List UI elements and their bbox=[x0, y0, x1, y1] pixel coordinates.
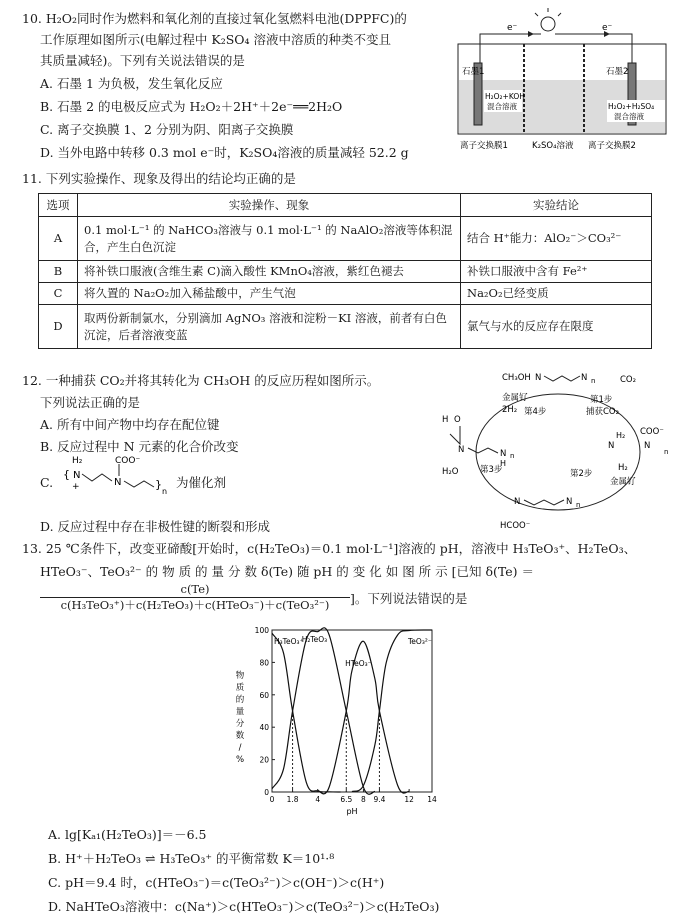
right-solution-label-2: 混合溶液 bbox=[614, 112, 644, 121]
y-axis-label-char: 数 bbox=[235, 731, 245, 741]
cycle-right-n-subscript: n bbox=[664, 448, 669, 456]
table-row[interactable] bbox=[39, 217, 652, 261]
q10-option-c[interactable]: C. 离子交换膜 1、2 分别为阴、阳离子交换膜 bbox=[40, 122, 294, 137]
row-operation: 将补铁口服液(含维生素 C)滴入酸性 KMnO₄溶液，紫红色褪去 bbox=[78, 261, 461, 283]
middle-solution-label: K₂SO₄溶液 bbox=[532, 141, 574, 151]
cycle-h2-right: H₂ bbox=[618, 463, 628, 473]
q12-option-c-prefix[interactable]: C. bbox=[40, 475, 54, 490]
structure-plus: + bbox=[72, 482, 80, 492]
y-axis-label-char: % bbox=[235, 755, 245, 765]
q10-option-b[interactable]: B. 石墨 2 的电极反应式为 H₂O₂＋2H⁺＋2e⁻══2H₂O bbox=[40, 99, 343, 114]
x-tick-label: 4 bbox=[315, 795, 321, 804]
y-axis-label-char: / bbox=[238, 743, 242, 753]
electron-left-label: e⁻ bbox=[507, 23, 518, 33]
fraction-denominator: c(H₃TeO₃⁺)＋c(H₂TeO₃)＋c(HTeO₃⁻)＋c(TeO₃²⁻) bbox=[40, 597, 350, 613]
y-axis-label-char: 分 bbox=[235, 719, 245, 729]
x-tick-label: 12 bbox=[404, 795, 414, 804]
q13-stem-line1: 13. 25 ℃条件下，改变亚碲酸[开始时，c(H₂TeO₃)＝0.1 mol·L⁻¹]溶液的 pH，溶液中 H₃TeO₃⁺、H₂TeO₃、 bbox=[22, 541, 637, 556]
q10-option-a[interactable]: A. 石墨 1 为负极，发生氧化反应 bbox=[40, 76, 223, 91]
table-header-row bbox=[39, 194, 652, 217]
electrode-2-label: 石墨2 bbox=[606, 67, 629, 77]
row-conclusion: Na₂O₂已经变质 bbox=[461, 283, 652, 305]
cycle-step2: 第2步 bbox=[570, 469, 593, 479]
cycle-left-n: N bbox=[458, 445, 465, 455]
cycle-right-n2: N bbox=[644, 441, 651, 451]
cycle-2h2: 2H₂ bbox=[502, 405, 518, 415]
series-line-1 bbox=[272, 628, 375, 795]
q10-stem-line1: 10. H₂O₂同时作为燃料和氧化剂的直接过氧化氢燃料电池(DPPFC)的 bbox=[22, 11, 407, 26]
row-operation: 将久置的 Na₂O₂加入稀盐酸中，产生气泡 bbox=[78, 283, 461, 305]
series-label: HTeO₃⁻ bbox=[345, 659, 372, 668]
table-row[interactable] bbox=[39, 283, 652, 305]
row-conclusion: 补铁口服液中含有 Fe²⁺ bbox=[461, 261, 652, 283]
y-axis-label-char: 的 bbox=[235, 695, 245, 705]
cycle-bottom-n2: N bbox=[566, 497, 573, 507]
x-axis-label: pH bbox=[346, 807, 358, 816]
q12-stem-line1: 12. 一种捕获 CO₂并将其转化为 CH₃OH 的反应历程如图所示。 bbox=[22, 373, 380, 388]
cycle-coo: COO⁻ bbox=[640, 427, 664, 437]
q12-option-d[interactable]: D. 反应过程中存在非极性键的断裂和形成 bbox=[40, 519, 271, 534]
y-tick-label: 20 bbox=[259, 755, 269, 765]
cycle-bottom-n-subscript: n bbox=[576, 501, 581, 509]
q12-option-c-suffix[interactable]: 为催化剂 bbox=[176, 475, 227, 490]
cycle-hcoo: HCOO⁻ bbox=[500, 521, 531, 531]
cycle-step4: 第4步 bbox=[524, 407, 547, 417]
structure-n1: N bbox=[73, 470, 81, 481]
cycle-step1: 第1步 bbox=[590, 395, 613, 405]
series-label: H₂TeO₃ bbox=[301, 635, 328, 644]
cycle-formyl-h: H bbox=[442, 415, 449, 425]
x-tick-label: 6.5 bbox=[340, 795, 353, 804]
series-line-0 bbox=[272, 633, 341, 792]
q13-option-c[interactable]: C. pH＝9.4 时，c(HTeO₃⁻)＝c(TeO₃²⁻)＞c(OH⁻)＞c(H⁺) bbox=[48, 875, 385, 890]
cycle-metal-right: 金属钌 bbox=[610, 477, 636, 487]
cycle-bottom-n: N bbox=[514, 497, 521, 507]
q13-option-d[interactable]: D. NaHTeO₃溶液中：c(Na⁺)＞c(HTeO₃⁻)＞c(TeO₃²⁻)＞c(H₂TeO₃) bbox=[48, 899, 440, 914]
cycle-formyl-o: O bbox=[454, 415, 461, 425]
x-tick-label: 8 bbox=[361, 795, 366, 804]
table-row[interactable] bbox=[39, 261, 652, 283]
lamp-icon bbox=[541, 17, 555, 31]
q13-stem-line2: HTeO₃⁻、TeO₃²⁻ 的 物 质 的 量 分 数 δ(Te) 随 pH 的 变 化 如 图 所 示 [已知 δ(Te) ＝ bbox=[40, 564, 534, 579]
left-solution-label-1: H₂O₂+KOH bbox=[485, 92, 525, 101]
cycle-metal-top: 金属钌 bbox=[502, 393, 528, 403]
fraction-numerator: c(Te) bbox=[180, 582, 210, 596]
cycle-right-h2: H₂ bbox=[616, 431, 626, 440]
structure-h2: H₂ bbox=[72, 456, 83, 466]
q13-fraction-tail: ]。下列说法错误的是 bbox=[350, 591, 468, 606]
y-tick-label: 60 bbox=[259, 690, 269, 700]
y-axis-label-char: 物 bbox=[235, 671, 245, 681]
structure-coo: COO⁻ bbox=[115, 456, 141, 466]
row-option: A bbox=[39, 217, 78, 261]
q12-option-a[interactable]: A. 所有中间产物中均存在配位键 bbox=[40, 417, 220, 432]
speciation-chart bbox=[228, 622, 450, 818]
left-solution-label-2: 混合溶液 bbox=[487, 102, 517, 111]
cycle-top-n2: N bbox=[581, 373, 588, 383]
q10-option-d[interactable]: D. 当外电路中转移 0.3 mol e⁻时，K₂SO₄溶液的质量减轻 52.2 g bbox=[40, 145, 409, 160]
x-tick-label: 9.4 bbox=[373, 795, 386, 804]
structure-bracket-right: } bbox=[155, 478, 162, 491]
row-conclusion: 结合 H⁺能力：AlO₂⁻＞CO₃²⁻ bbox=[461, 217, 652, 261]
row-operation: 取两份新制氯水，分别滴加 AgNO₃ 溶液和淀粉－KI 溶液，前者有白色沉淀，后者溶液变蓝 bbox=[78, 305, 461, 349]
y-axis-label-char: 质 bbox=[235, 683, 245, 693]
col-header-option: 选项 bbox=[39, 194, 78, 217]
series-label: TeO₃²⁻ bbox=[408, 637, 432, 646]
row-option: B bbox=[39, 261, 78, 283]
q11-stem: 11. 下列实验操作、现象及得出的结论均正确的是 bbox=[22, 171, 296, 186]
plot-frame bbox=[272, 630, 432, 792]
co2-capture-cycle bbox=[440, 364, 672, 536]
cycle-ch3oh: CH₃OH bbox=[502, 373, 531, 383]
row-option: C bbox=[39, 283, 78, 305]
fuel-cell-diagram bbox=[452, 8, 672, 158]
right-solution-label-1: H₂O₂+H₂SO₄ bbox=[608, 102, 655, 111]
fraction-block bbox=[40, 582, 350, 613]
chart-plot-area bbox=[236, 626, 437, 816]
structure-n-subscript: n bbox=[162, 487, 168, 496]
col-header-operation: 实验操作、现象 bbox=[78, 194, 461, 217]
y-axis-label-char: 量 bbox=[235, 707, 245, 717]
row-option: D bbox=[39, 305, 78, 349]
cycle-step1-capture: 捕获CO₂ bbox=[586, 407, 620, 417]
cycle-left-n2: N bbox=[500, 449, 507, 459]
x-tick-label: 1.8 bbox=[286, 795, 299, 804]
q12-stem-line2: 下列说法正确的是 bbox=[40, 395, 141, 410]
structure-n2: N bbox=[114, 477, 122, 488]
membrane-1-label: 离子交换膜1 bbox=[460, 141, 508, 151]
y-tick-label: 0 bbox=[264, 788, 269, 797]
structure-bracket-left: { bbox=[63, 468, 70, 481]
electrode-1-label: 石墨1 bbox=[462, 67, 485, 77]
col-header-conclusion: 实验结论 bbox=[461, 194, 652, 217]
q12-option-b[interactable]: B. 反应过程中 N 元素的化合价改变 bbox=[40, 439, 239, 454]
y-tick-label: 80 bbox=[259, 658, 269, 668]
cycle-top-n-subscript: n bbox=[591, 377, 596, 385]
series-label: H₃TeO₃⁺ bbox=[274, 637, 304, 646]
q10-stem-line2: 工作原理如图所示(电解过程中 K₂SO₄ 溶液中溶质的种类不变且 bbox=[40, 32, 391, 47]
cycle-right-n: N bbox=[608, 441, 615, 451]
cycle-top-n1: N bbox=[535, 373, 542, 383]
y-tick-label: 100 bbox=[254, 626, 269, 635]
electron-right-label: e⁻ bbox=[602, 23, 613, 33]
cycle-co2: CO₂ bbox=[620, 375, 637, 385]
row-operation: 0.1 mol·L⁻¹ 的 NaHCO₃溶液与 0.1 mol·L⁻¹ 的 NaAlO₂溶液等体积混合，产生白色沉淀 bbox=[78, 217, 461, 261]
x-tick-label: 14 bbox=[427, 795, 437, 804]
membrane-2-label: 离子交换膜2 bbox=[588, 141, 636, 151]
q10-stem-line3: 其质量减轻)。下列有关说法错误的是 bbox=[40, 53, 245, 68]
cycle-step3: 第3步 bbox=[480, 465, 503, 475]
table-row[interactable] bbox=[39, 305, 652, 349]
q13-option-a[interactable]: A. lg[Kₐ₁(H₂TeO₃)]＝－6.5 bbox=[48, 827, 207, 842]
x-tick-label: 0 bbox=[269, 795, 275, 804]
catalyst-structure bbox=[62, 454, 172, 504]
cycle-left-n-subscript: n bbox=[510, 452, 515, 460]
q13-option-b[interactable]: B. H⁺＋H₂TeO₃ ⇌ H₃TeO₃⁺ 的平衡常数 K＝10¹·⁸ bbox=[48, 851, 335, 866]
cycle-h2o: H₂O bbox=[442, 467, 459, 477]
experiment-table bbox=[38, 193, 652, 349]
cycle-left-h: H bbox=[500, 459, 507, 468]
row-conclusion: 氯气与水的反应存在限度 bbox=[461, 305, 652, 349]
y-tick-label: 40 bbox=[259, 723, 269, 733]
